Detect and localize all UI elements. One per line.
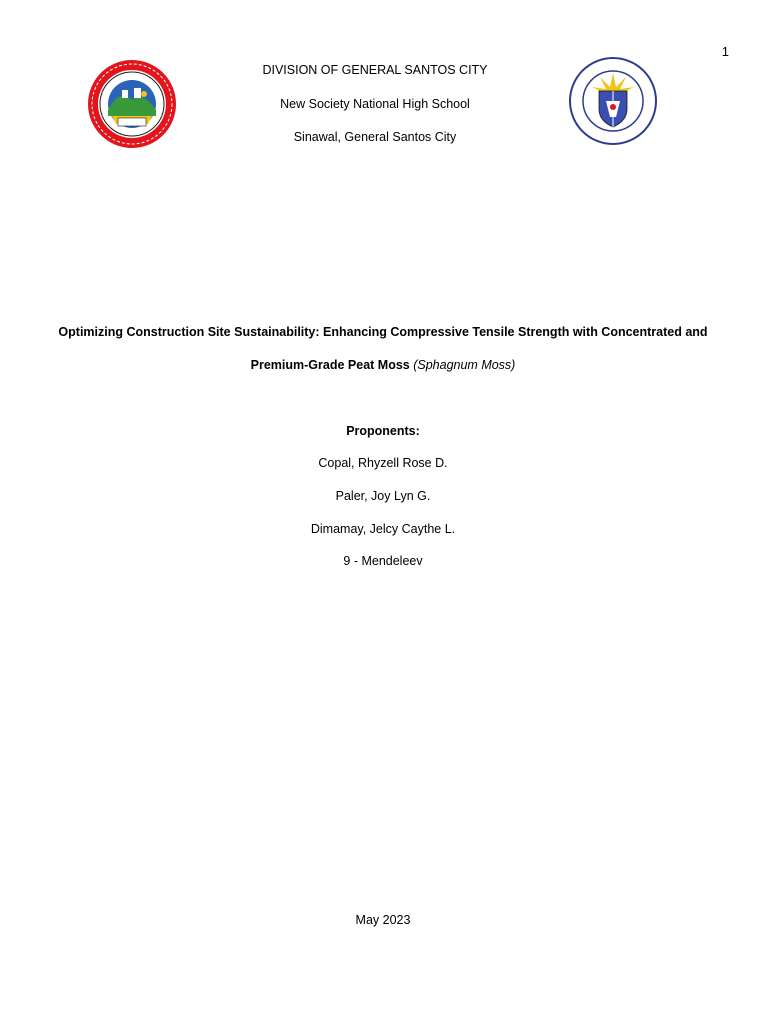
proponent-name: Paler, Joy Lyn G. (335, 489, 431, 503)
division-name: DIVISION OF GENERAL SANTOS CITY (262, 63, 488, 77)
school-location: Sinawal, General Santos City (293, 130, 457, 144)
school-name: New Society National High School (280, 97, 470, 111)
title-line-2 (0, 358, 766, 372)
proponent-name: Copal, Rhyzell Rose D. (318, 456, 448, 470)
proponent-name: Dimamay, Jelcy Caythe L. (310, 522, 456, 536)
page-number: 1 (721, 44, 729, 59)
date: May 2023 (355, 913, 411, 927)
title-main-part: Premium-Grade Peat Moss (250, 358, 414, 372)
section-name: 9 - Mendeleev (343, 554, 423, 568)
proponents-heading: Proponents: (346, 424, 420, 438)
title-scientific-name: (Sphagnum Moss) (413, 358, 516, 372)
title-line-1: Optimizing Construction Site Sustainability: Enhancing Compressive Tensile Strength with Concentrated and (58, 325, 708, 339)
school-seal-year-banner (118, 118, 146, 126)
